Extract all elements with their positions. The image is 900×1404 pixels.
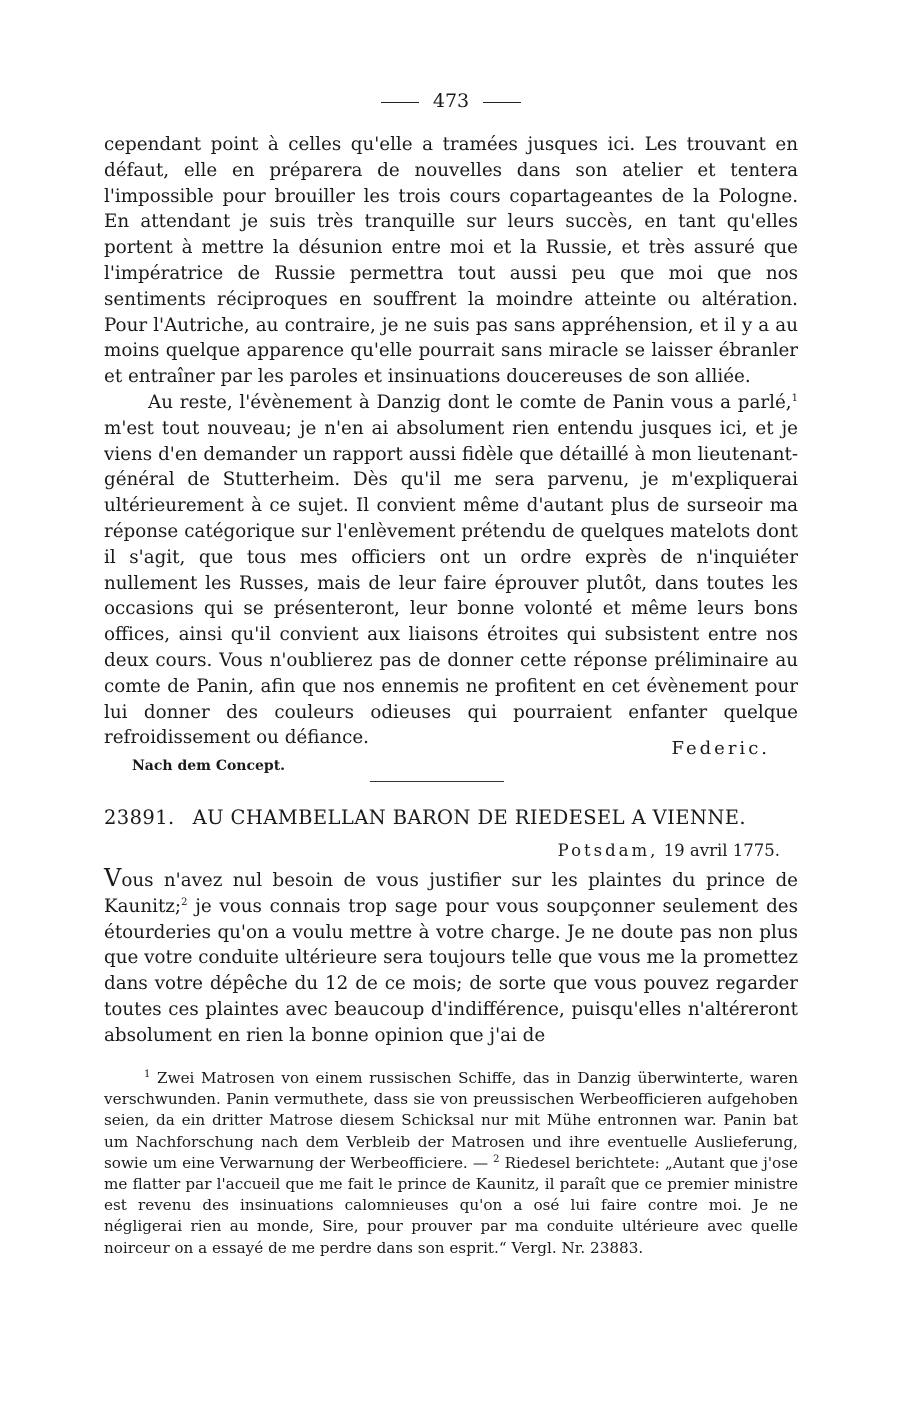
header-dash-right — [483, 102, 521, 103]
letter-text-part-a: ous n'avez nul besoin de vous justifier sur les plaintes du prince de Kaunitz; — [104, 870, 798, 917]
paragraph-2-part-a: Au reste, l'évènement à Danzig dont le comte de Panin vous a parlé, — [148, 391, 792, 413]
book-page — [104, 0, 798, 1404]
footnote-mark-1: 1 — [144, 1068, 151, 1080]
footnote-ref-2: 2 — [181, 896, 188, 908]
signature: Federic. — [671, 738, 770, 759]
letter-continuation — [104, 132, 798, 751]
document-heading — [104, 806, 798, 829]
header-dash-left — [381, 102, 419, 103]
footnote-text-2: Riedesel berichtete: „Autant que j'ose me flatter par l'accueil que me fait le prince de Kaunitz, il paraît que ce premier ministre est revenu des insinuations calomnieuses qu'on a osé lui faire contre moi. Je ne négligerai rien au monde, Sire, pour prouver par ma conduite ultérieure avec quelle noirceur on a essayé de me perdre dans son esprit.“ Vergl. Nr. 23883. — [104, 1153, 798, 1257]
letter-text-part-b: je vous connais trop sage pour vous soupçonner seulement des étourderies qu'on a voulu mettre à votre charge. Je ne doute pas non plus que votre conduite ultérieure sera toujours telle que vous me la promettez dans votre dépêche du 12 de ce mois; de sorte que vous pouvez regarder toutes ces plaintes avec beaucoup d'indifférence, puisqu'elles n'altéreront absolument en rien la bonne opinion que j'ai de — [104, 895, 798, 1046]
paragraph-2-part-b: m'est tout nouveau; je n'en ai absolument rien entendu jusques ici, et je viens d'en demander un rapport aussi fidèle que détaillé à mon lieutenant-général de Stutterheim. Dès qu'il me sera parvenu, je m'expliquerai ultérieurement à ce sujet. Il convient même d'autant plus de surseoir ma réponse catégorique sur l'enlèvement prétendu de quelques matelots dont il s'agit, que tous mes officiers ont un ordre exprès de n'inquiéter nullement les Russes, mais de leur faire éprouver plutôt, dans toutes les occasions qui se présenteront, leur bonne volonté et même leurs bons offices, ainsi qu'il convient aux liaisons étroites qui subsistent entre nos deux cours. Vous n'oublierez pas de donner cette réponse préliminaire au comte de Panin, afin que nos ennemis ne profitent en cet évènement pour lui donner des couleurs odieuses qui pourraient enfanter quelque refroidissement ou défiance. — [104, 417, 798, 749]
document-number: 23891. — [104, 806, 175, 829]
paragraph-1: cependant point à celles qu'elle a tramées jusques ici. Les trouvant en défaut, elle en préparera de nouvelles dans son atelier et tentera l'impossible pour brouiller les trois cours copartageantes de la Pologne. En attendant je suis très tranquille sur leurs succès, en tant qu'elles portent à mettre la désunion entre moi et la Russie, et très assuré que l'impératrice de Russie permettra tout aussi peu que moi que nos sentiments réciproques en souffrent la moindre atteinte ou altération. Pour l'Autriche, au contraire, je ne suis pas sans appréhension, et il y a au moins quelque apparence qu'elle pourrait sans miracle se laisser ébranler et entraîner par les paroles et insinuations doucereuses de son alliée. — [104, 134, 798, 388]
page-header — [104, 90, 798, 112]
footnote — [104, 1068, 798, 1259]
section-divider — [370, 781, 504, 782]
drop-capital: V — [104, 864, 122, 892]
footnote-mark-2: 2 — [493, 1153, 500, 1165]
paragraph-2 — [104, 390, 798, 751]
dateline-place: Potsdam, — [557, 841, 659, 860]
source-note: Nach dem Concept. — [132, 758, 286, 774]
letter-body — [104, 866, 798, 1049]
footnote-ref-1: 1 — [791, 392, 798, 404]
footnote-text-1: Zwei Matrosen von einem russischen Schiffe, das in Danzig überwinterte, waren verschwunden. Panin vermuthete, dass sie von preussischen Werbeofficieren aufgehoben seien, da ein dritter Matrose diesem Schicksal nur mit Mühe entronnen war. Panin bat um Nachforschung nach dem Verbleib der Matrosen und ihre eventuelle Auslieferung, sowie um eine Verwarnung der Werbeofficiere. — — [104, 1069, 798, 1172]
dateline-date: 19 avril 1775. — [663, 841, 780, 860]
document-title: AU CHAMBELLAN BARON DE RIEDESEL A VIENNE. — [192, 806, 747, 829]
page-number: 473 — [432, 90, 470, 112]
dateline — [558, 841, 780, 860]
footnotes — [104, 1068, 798, 1259]
